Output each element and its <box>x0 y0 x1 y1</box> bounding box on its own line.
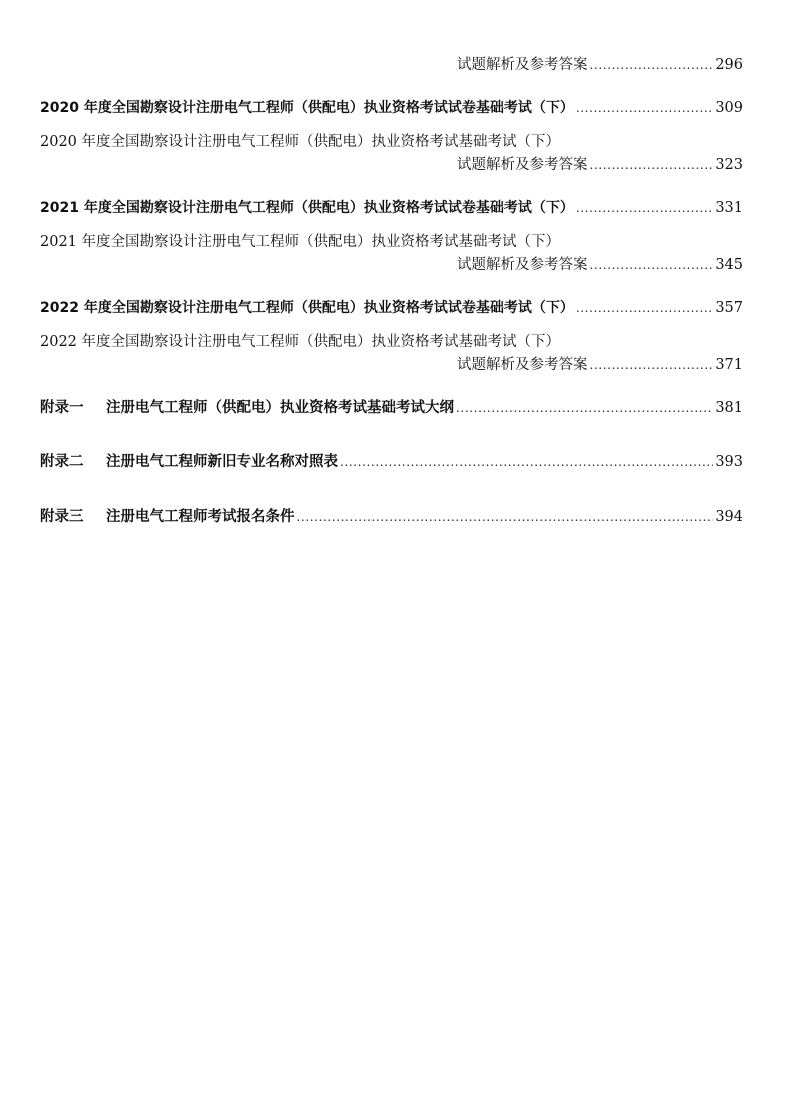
toc-entry-title[interactable]: 2020 年度全国勘察设计注册电气工程师（供配电）执业资格考试基础考试（下） <box>40 134 561 150</box>
page-number: 309 <box>715 100 743 116</box>
appendix-label: 附录一 <box>40 400 84 416</box>
appendix-label: 附录三 <box>40 509 84 525</box>
toc-appendix-entry[interactable] <box>40 397 743 419</box>
dot-leader <box>590 54 714 76</box>
page-number: 394 <box>715 509 743 525</box>
page-number: 296 <box>715 57 743 73</box>
toc-entry[interactable] <box>40 254 743 276</box>
toc-entry-subtitle: 试题解析及参考答案 <box>457 257 588 273</box>
appendix-title: 注册电气工程师新旧专业名称对照表 <box>106 454 338 470</box>
toc-entry[interactable] <box>40 197 743 219</box>
toc-entry-title: 2022 年度全国勘察设计注册电气工程师（供配电）执业资格考试试卷基础考试（下） <box>40 300 574 316</box>
toc-entry-title[interactable]: 2022 年度全国勘察设计注册电气工程师（供配电）执业资格考试基础考试（下） <box>40 334 561 350</box>
toc-appendix-entry[interactable] <box>40 451 743 473</box>
dot-leader <box>590 154 714 176</box>
toc-appendix-entry[interactable] <box>40 506 743 528</box>
dot-leader <box>576 197 713 219</box>
dot-leader <box>297 506 714 528</box>
dot-leader <box>576 97 713 119</box>
appendix-title: 注册电气工程师考试报名条件 <box>106 509 295 525</box>
toc-entry-subtitle: 试题解析及参考答案 <box>457 157 588 173</box>
toc-entry-subtitle: 试题解析及参考答案 <box>457 57 588 73</box>
toc-entry[interactable] <box>40 297 743 319</box>
appendix-title: 注册电气工程师（供配电）执业资格考试基础考试大纲 <box>106 400 454 416</box>
dot-leader <box>340 451 713 473</box>
toc-entry[interactable] <box>40 54 743 76</box>
dot-leader <box>456 397 713 419</box>
dot-leader <box>590 254 714 276</box>
toc-entry[interactable] <box>40 354 743 376</box>
dot-leader <box>576 297 713 319</box>
page-number: 345 <box>715 257 743 273</box>
page-number: 331 <box>715 200 743 216</box>
page-number: 323 <box>715 157 743 173</box>
page-number: 393 <box>715 454 743 470</box>
toc-entry-title: 2021 年度全国勘察设计注册电气工程师（供配电）执业资格考试试卷基础考试（下） <box>40 200 574 216</box>
toc-entry-title: 2020 年度全国勘察设计注册电气工程师（供配电）执业资格考试试卷基础考试（下） <box>40 100 574 116</box>
toc-entry-subtitle: 试题解析及参考答案 <box>457 357 588 373</box>
page-number: 357 <box>715 300 743 316</box>
appendix-label: 附录二 <box>40 454 84 470</box>
page-number: 381 <box>715 400 743 416</box>
page-number: 371 <box>715 357 743 373</box>
toc-entry[interactable] <box>40 154 743 176</box>
toc-entry[interactable] <box>40 97 743 119</box>
dot-leader <box>590 354 714 376</box>
toc-entry-title[interactable]: 2021 年度全国勘察设计注册电气工程师（供配电）执业资格考试基础考试（下） <box>40 234 561 250</box>
